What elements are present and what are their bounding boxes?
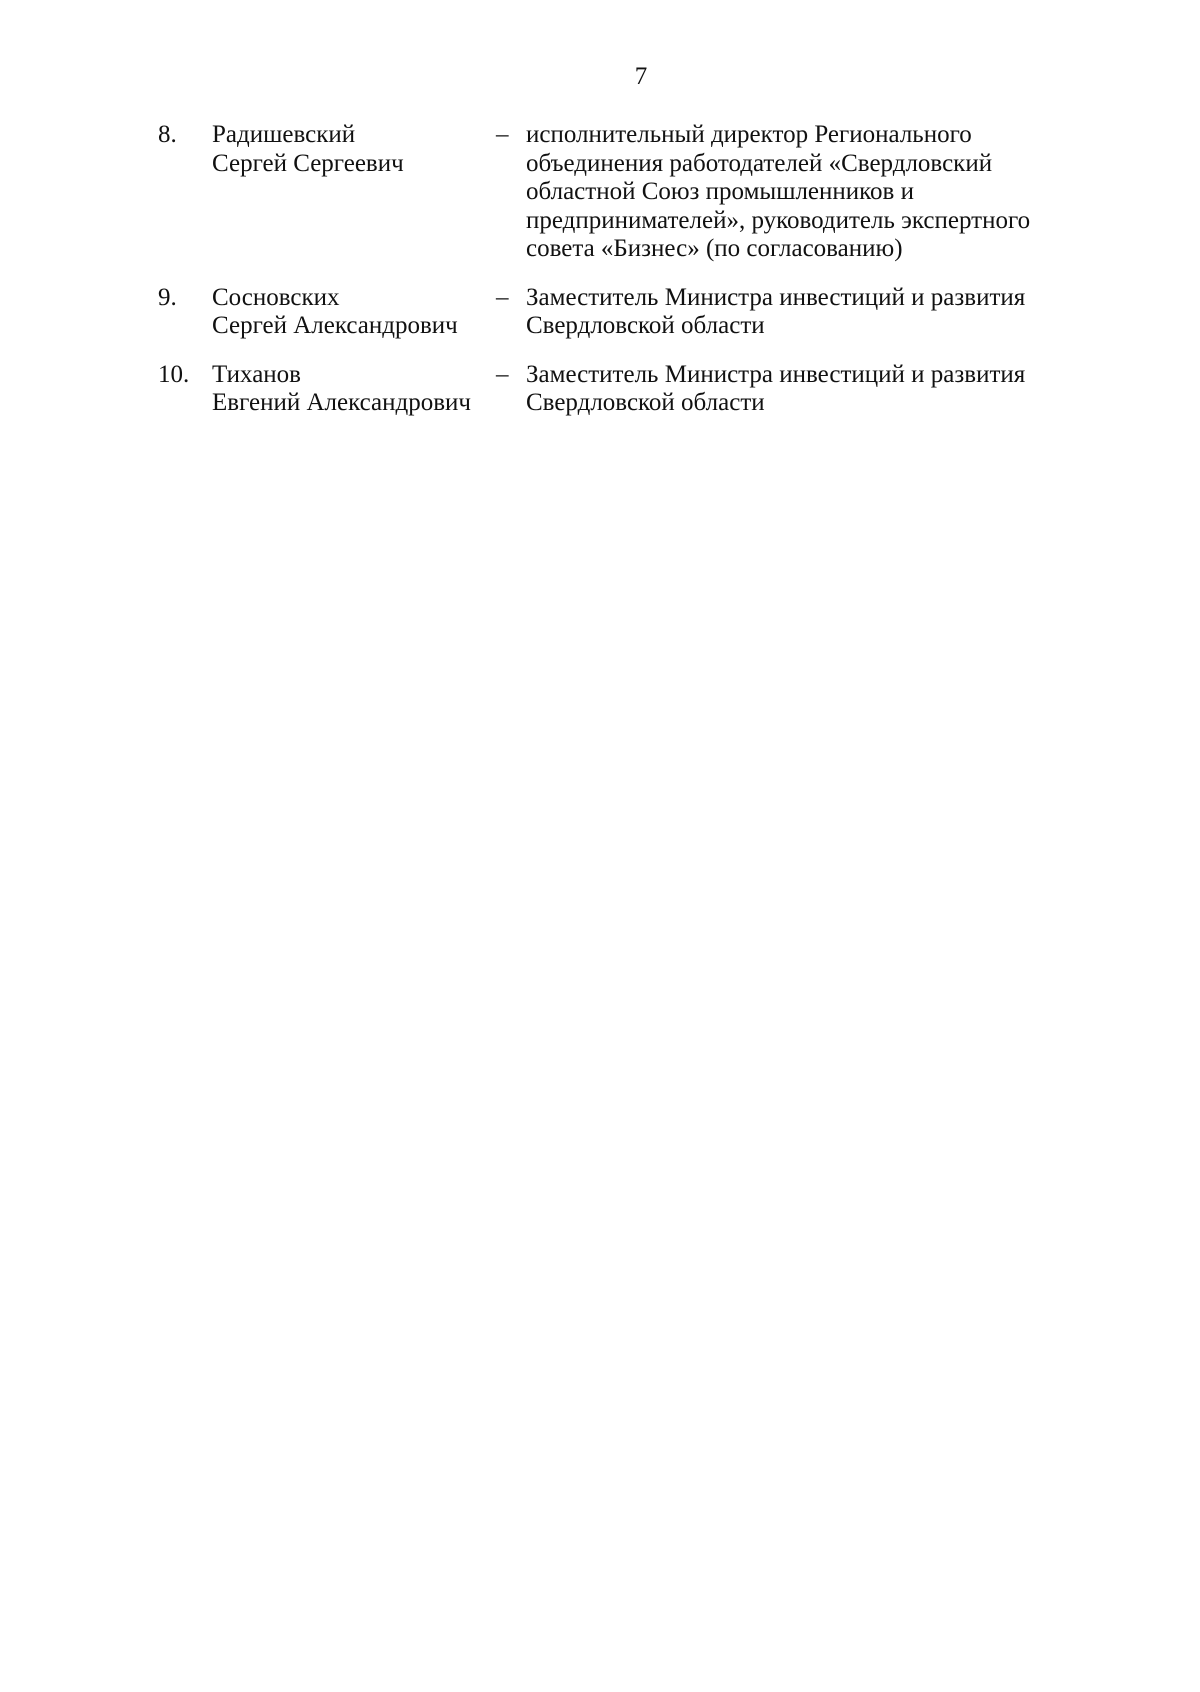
position-line: предпринимателей», руководитель экспертного [526,206,1031,234]
member-number: 10. [158,360,190,388]
position-line: исполнительный директор Регионального [526,121,972,148]
member-given-name: Евгений Александрович [212,389,471,416]
member-row [158,121,1078,264]
member-name [212,284,496,341]
member-surname: Радишевский [212,121,356,148]
position-line: объединения работодателей «Свердловский [526,149,993,177]
position-line: Заместитель Министра инвестиций и развития [526,283,1026,311]
member-position [526,361,1078,418]
member-position [526,284,1078,341]
member-row [158,361,1078,418]
member-surname: Сосновских [212,283,340,311]
member-given-name: Сергей Александрович [212,312,458,339]
member-name [212,361,496,418]
position-line: Свердловской области [526,389,765,416]
position-line: Свердловской области [526,312,765,339]
member-list [158,121,1078,418]
member-number: 9. [158,283,177,311]
position-line: Заместитель Министра инвестиций и развития [526,360,1026,388]
member-position [526,121,1078,264]
member-number: 8. [158,121,177,148]
position-line: областной Союз промышленников и [526,178,914,205]
position-line: совета «Бизнес» (по согласованию) [526,235,903,262]
dash-separator: – [496,283,509,311]
member-surname: Тиханов [212,360,301,388]
dash-separator: – [496,360,509,388]
member-row [158,284,1078,341]
member-name [212,121,496,178]
page-number: 7 [634,63,648,90]
dash-separator: – [496,121,509,148]
member-given-name: Сергей Сергеевич [212,149,404,177]
